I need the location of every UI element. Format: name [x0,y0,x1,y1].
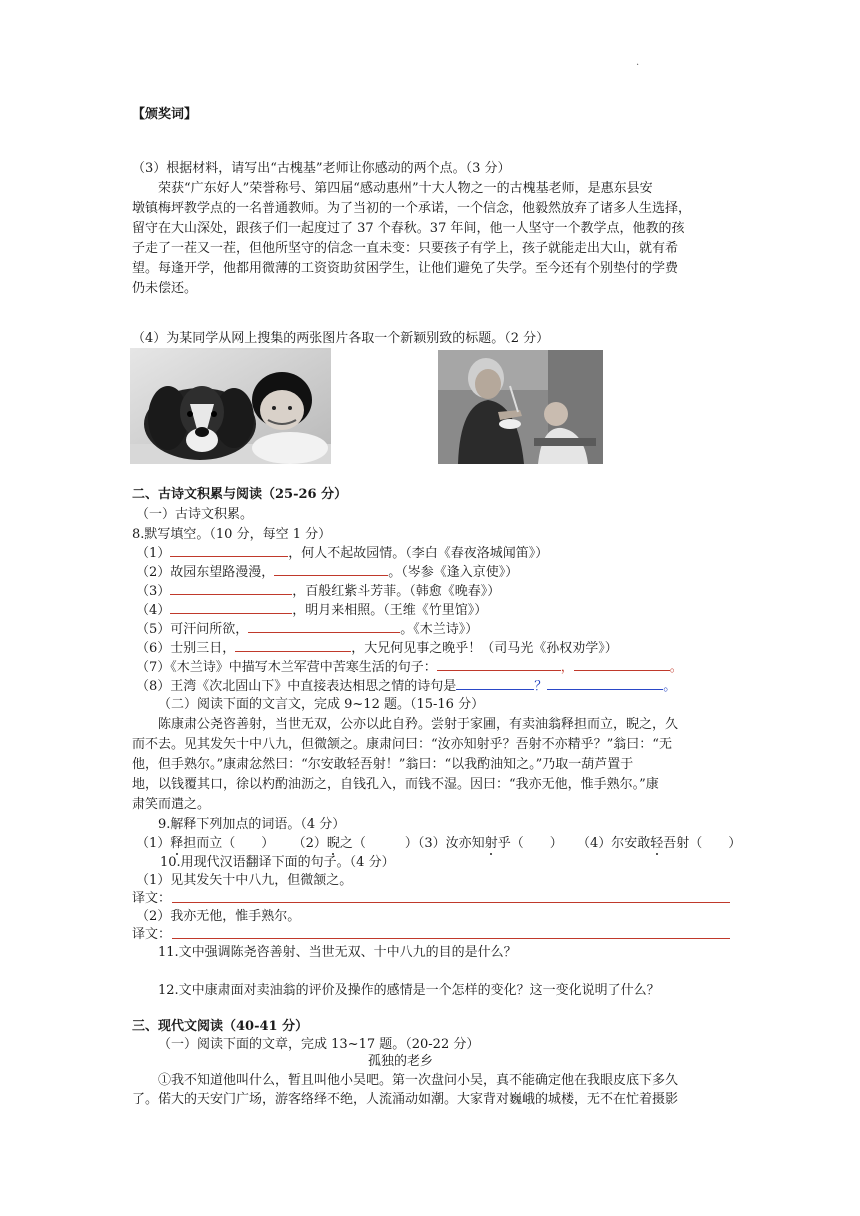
section3-title: 三、现代文阅读（40-41 分） [132,1019,309,1034]
essay-paragraph: 了。偌大的天安门广场，游客络绎不绝，人流涌动如潮。大家背对巍峨的城楼，无不在忙着摄影 [132,1092,679,1107]
fill-num: （4） [136,603,171,618]
fill-line-8 [136,677,676,696]
q9-item-suffix: 担而立（ ） [183,836,275,851]
passage-line: 陈康肃公尧咨善射，当世无双，公亦以此自矜。尝射于家圃，有卖油翁释担而立，睨之，久 [158,717,679,732]
q9-item-suffix: 吾射（ ） [663,836,742,851]
essay-title: 孤独的老乡 [368,1054,434,1069]
q9-item-prefix: （2） [292,836,327,851]
fill-line-3 [136,582,500,601]
answer-blank[interactable] [274,563,388,576]
q8-heading: 8.默写填空。（10 分，每空 1 分） [132,527,332,542]
q11: 11.文中强调陈尧咨善射、当世无双、十中八九的目的是什么？ [158,945,517,960]
fill-pre: （6）士别三日， [136,641,236,656]
q3-line: 墩镇梅坪教学点的一名普通教师。为了当初的一个承诺，一个信念，他毅然放弃了诸多人生选择， [132,201,692,216]
q9-heading: 9.解释下列加点的词语。（4 分） [158,817,346,832]
q12: 12.文中康肃面对卖油翁的评价及操作的感情是一个怎样的变化？这一变化说明了什么？ [158,983,660,998]
q3-line: 仍未偿还。 [132,281,198,296]
fill-after: ，何人不起故园情。（李白《春夜洛城闻笛》） [288,546,549,561]
answer-blank[interactable] [456,677,534,690]
answer-line[interactable] [172,938,730,939]
fill-mid: ， [560,660,574,675]
fill-pre: （8）王湾《次北固山下》中直接表达相思之情的诗句是 [136,679,457,694]
q9-item-prefix: （4）尔安敢 [577,836,651,851]
elder-feeding-baby-photo [438,350,603,464]
fill-pre: （2）故园东望路漫漫， [136,565,275,580]
fill-pre: （7）《木兰诗》中描写木兰军营中苦寒生活的句子： [136,660,437,675]
passage-line: 他，但手熟尔。”康肃忿然曰：“尔安敢轻吾射！”翁曰：“以我酌油知之。”乃取一葫芦置于 [132,757,634,772]
q9-item-suffix: 乎（ ） [497,836,563,851]
fill-after: 。《木兰诗》） [400,622,479,637]
section2-sub1: （一）古诗文积累。 [136,507,254,522]
dotted-word: 轻 [650,836,664,851]
translate-label: 译文： [132,927,172,942]
fill-line-6 [136,639,618,658]
passage-line: 肃笑而遣之。 [132,797,211,812]
answer-blank[interactable] [574,658,670,671]
fill-line-5 [136,620,478,639]
translate-label: 译文： [132,891,172,906]
q9-items [136,835,741,853]
fill-line-7 [136,658,683,677]
answer-line[interactable] [172,902,730,903]
passage-line: 而不去。见其发矢十中八九，但微颔之。康肃问曰：“汝亦知射乎？吾射不亦精乎？”翁曰：“无 [132,737,672,752]
fill-after: 。（岑参《逢入京使》） [388,565,519,580]
fill-num: （3） [136,584,171,599]
fill-after: 。 [663,679,677,694]
section2-sub2: （二）阅读下面的文言文，完成 9~12 题。（15-16 分） [158,697,485,712]
q9-item-prefix: （3）汝亦知 [417,836,485,851]
answer-blank[interactable] [170,601,292,614]
q3-line: 留守在大山深处，跟孩子们一起度过了 37 个春秋。37 年间，他一人坚守一个教学点，他教的孩 [132,221,685,236]
fill-after: ，明月来相照。（王维《竹里馆》） [292,603,488,618]
fill-after: ，大兄何见事之晚乎！（司马光《孙权劝学》） [351,641,618,656]
answer-blank[interactable] [235,639,351,652]
fill-after: ，百般红紫斗芳菲。（韩愈《晚春》） [292,584,501,599]
q3-prompt: （3）根据材料，请写出“古槐基”老师让你感动的两个点。（3 分） [132,161,511,176]
passage-line: 地，以钱覆其口，徐以杓酌油沥之，自钱孔入，而钱不湿。因曰：“我亦无他，惟手熟尔。”康 [132,777,659,792]
fill-after: 。 [669,660,683,675]
q3-line: 子走了一茬又一茬，但他所坚守的信念一直未变：只要孩子有学上，孩子就能走出大山，就有希 [132,241,679,256]
dotted-word: 睨 [326,836,340,851]
answer-blank[interactable] [170,582,292,595]
dog-child-photo [130,348,331,464]
fill-num: （1） [136,546,171,561]
fill-mid: ？ [534,679,548,694]
dotted-word: 释 [170,836,184,851]
fill-line-1 [136,544,548,563]
fill-pre: （5）可汗问所欲， [136,622,249,637]
q10-sentence-2: （2）我亦无他，惟手熟尔。 [136,909,301,924]
fill-line-2 [136,563,518,582]
fill-line-4 [136,601,487,620]
essay-paragraph: ①我不知道他叫什么，暂且叫他小吴吧。第一次盘问小吴，真不能确定他在我眼皮底下多久 [158,1073,679,1088]
q10-sentence-1: （1）见其发矢十中八九，但微颔之。 [136,873,353,888]
q9-item-suffix: 之（ ） [339,836,418,851]
answer-blank[interactable] [248,620,400,633]
dotted-word: 射 [484,836,498,851]
q4-prompt: （4）为某同学从网上搜集的两张图片各取一个新颖别致的标题。（2 分） [132,331,550,346]
header-dot: . [636,57,640,68]
q3-line: 荣获“广东好人”荣誉称号、第四届“感动惠州”十大人物之一的古槐基老师，是惠东县安 [158,181,653,196]
section3-sub1: （一）阅读下面的文章，完成 13~17 题。（20-22 分） [158,1037,480,1052]
section2-title: 二、古诗文积累与阅读（25-26 分） [132,487,348,502]
answer-blank[interactable] [170,544,288,557]
q10-heading: 10.用现代汉语翻译下面的句子。（4 分） [160,855,395,870]
q3-line: 望。每逢开学，他都用微薄的工资资助贫困学生，让他们避免了失学。至今还有个别垫付的学费 [132,261,679,276]
award-heading: 【颁奖词】 [132,107,198,122]
answer-blank[interactable] [437,658,561,671]
answer-blank[interactable] [547,677,663,690]
q9-item-prefix: （1） [136,836,171,851]
